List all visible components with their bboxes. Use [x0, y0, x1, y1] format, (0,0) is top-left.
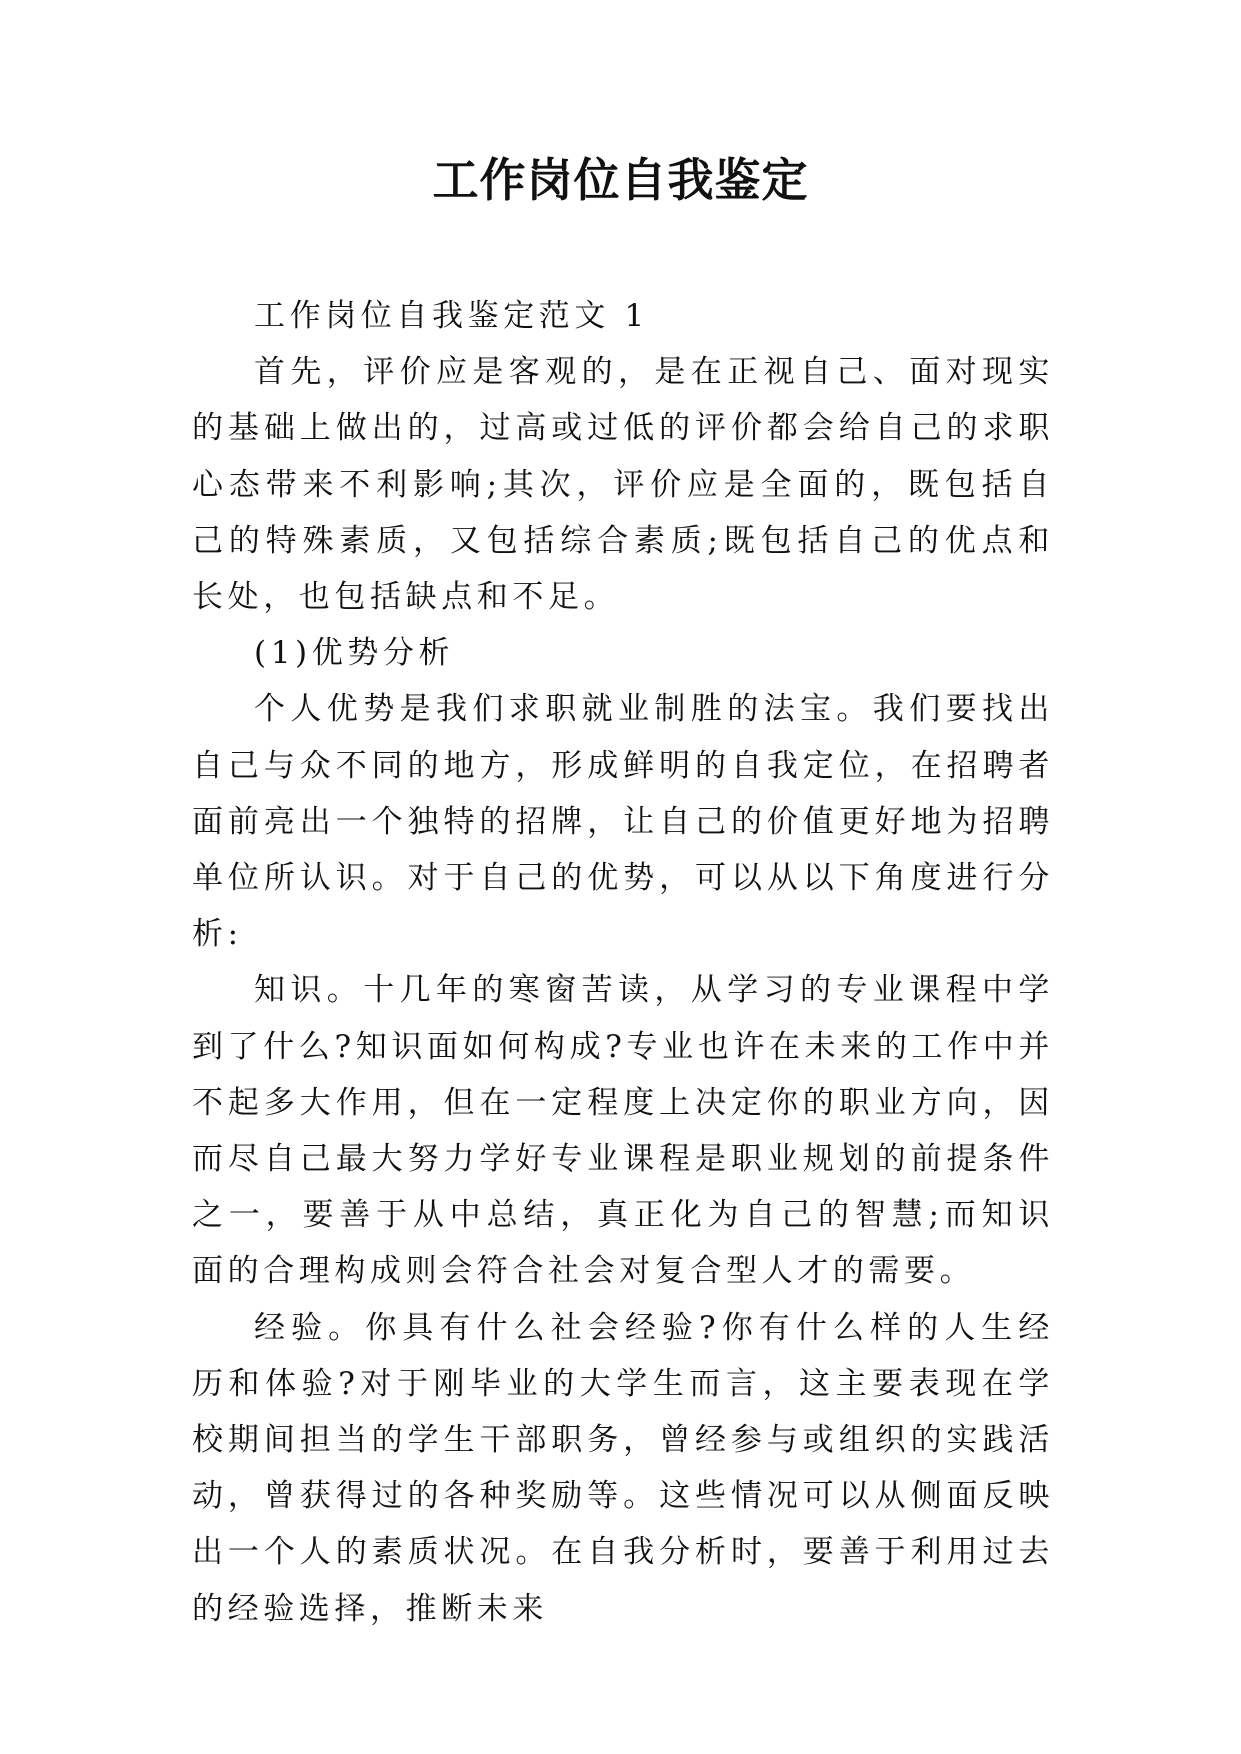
paragraph: 个人优势是我们求职就业制胜的法宝。我们要找出自己与众不同的地方，形成鲜明的自我定位，在招聘者面前亮出一个独特的招牌，让自己的价值更好地为招聘单位所认识。对于自己的优势，可以从以下角度进行分析:: [192, 691, 1054, 953]
document-title: 工作岗位自我鉴定: [432, 153, 809, 207]
document-body: [192, 288, 1054, 1637]
paragraph: 知识。十几年的寒窗苦读，从学习的专业课程中学到了什么?知识面如何构成?专业也许在未来的工作中并不起多大作用，但在一定程度上决定你的职业方向，因而尽自己最大努力学好专业课程是职业规划的前提条件之一，要善于从中总结，真正化为自己的智慧;而知识面的合理构成则会符合社会对复合型人才的需要。: [192, 972, 1054, 1290]
paragraph: 经验。你具有什么社会经验?你有什么样的人生经历和体验?对于刚毕业的大学生而言，这主要表现在学校期间担当的学生干部职务，曾经参与或组织的实践活动，曾获得过的各种奖励等。这些情况可以从侧面反映出一个人的素质状况。在自我分析时，要善于利用过去的经验选择，推断未来: [192, 1309, 1054, 1627]
paragraph: 首先，评价应是客观的，是在正视自己、面对现实的基础上做出的，过高或过低的评价都会给自己的求职心态带来不利影响;其次，评价应是全面的，既包括自己的特殊素质，又包括综合素质;既包括自己的优点和长处，也包括缺点和不足。: [192, 354, 1054, 616]
section-heading: 工作岗位自我鉴定范文 1: [254, 298, 649, 334]
subsection-heading: (1)优势分析: [254, 635, 455, 672]
